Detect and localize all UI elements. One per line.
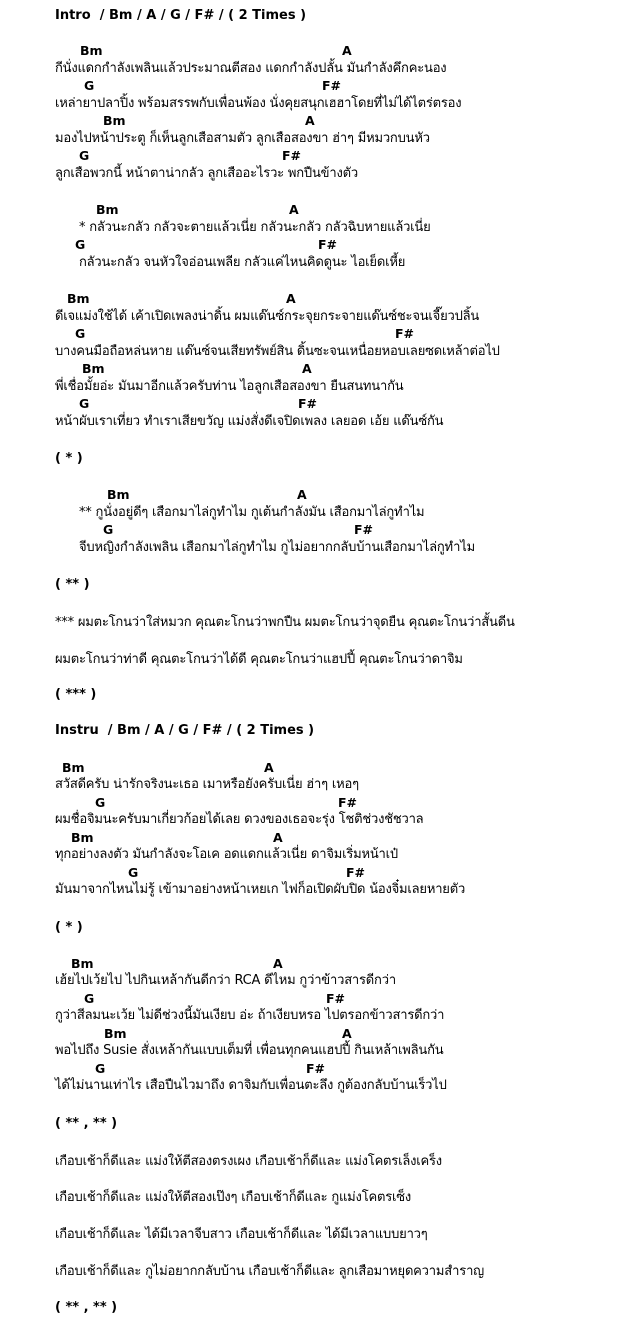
chord: F# [318,237,338,252]
chord: G [95,795,106,810]
chord: A [273,830,283,845]
lyric-line: * กลัวนะกลัว กลัวจะตายแล้วเนี่ย กลัวนะกลัว กลัวฉิบหายแล้วเนี่ย [79,220,431,235]
lyric-line: กลัวนะกลัว จนหัวใจอ่อนเพลีย กลัวแค่ไหนคิดดูนะ ไอเย็ดเหี้ย [79,255,406,270]
chord: Bm [71,830,94,845]
chord: G [128,865,139,880]
chord: G [75,326,86,341]
chord: F# [338,795,358,810]
lyric-line: เกือบเช้าก็ดีและ ได้มีเวลาจีบสาว เกือบเช้าก็ดีและ ได้มีเวลาแบบยาวๆ [55,1227,428,1242]
chord: A [286,291,296,306]
chord: Bm [107,487,130,502]
lyric-line: พอไปถึง Susie สั่งเหล้ากันแบบเต็มที่ เพื่อนทุกคนแฮปปี้ กินเหล้าเพลินกัน [55,1043,444,1058]
chord: A [297,487,307,502]
chord: F# [395,326,415,341]
lyric-line: *** ผมตะโกนว่าใส่หมวก คุณตะโกนว่าพกปืน ผมตะโกนว่าจุดยืน คุณตะโกนว่าสั้นดีน [55,615,515,630]
chord: F# [282,148,302,163]
lyric-line: มันมาจากไหนไม่รู้ เข้ามาอย่างหน้าเหยเก ไฟก็อเปิดผับปิด น้องจิ๋มเลยหายตัว [55,882,466,897]
chord: A [264,760,274,775]
chord: Bm [71,956,94,971]
chord: G [84,991,95,1006]
intro-line: Intro / Bm / A / G / F# / ( 2 Times ) [55,8,307,23]
lyric-line: ผมตะโกนว่าท่าดี คุณตะโกนว่าได้ดี คุณตะโกนว่าแฮปปี้ คุณตะโกนว่าดาจิม [55,652,463,667]
lyric-line: ผมชื่อจิมนะครับมาเกี่ยวก้อยได้เลย ดวงของเธอจะรุ่ง โชติช่วงชัชวาล [55,812,424,827]
lyric-line: พี่เชื่อมั้ยอ่ะ มันมาอีกแล้วครับท่าน ไอลูกเสือสองขา ยืนสนทนากัน [55,379,404,394]
lyric-line: เหล่ายาปลาปิ้ง พร้อมสรรพกับเพื่อนพ้อง นั่งคุยสนุกเฮฮาโดยที่ไม่ได้ไตร่ตรอง [55,96,462,111]
chord: F# [322,78,342,93]
chord: Bm [82,361,105,376]
lyric-line: ** กูนั่งอยู่ดีๆ เสือกมาไล่กูทำไม กูเต้นกำลังมัน เสือกมาไล่กูทำไม [79,505,425,520]
lyric-line: กูว่าสีลมนะเว้ย ไม่ดีช่วงนี้มันเงียบ อ่ะ ถ้าเงียบหรอ ไปตรอกข้าวสารดีกว่า [55,1008,445,1023]
lyric-line: ลูกเสือพวกนี้ หน้าตาน่ากลัว ลูกเสืออะไรวะ พกปืนข้างตัว [55,166,358,181]
chord: G [84,78,95,93]
lyric-line: กีนั่งแดกกำลังเพลินแล้วประมาณตีสอง แดกกำลังปลั้น มันกำลังคึกคะนอง [55,61,447,76]
chord: A [273,956,283,971]
chord: Bm [80,43,103,58]
chord: F# [354,522,374,537]
chord: Bm [67,291,90,306]
chord: A [305,113,315,128]
lyric-line: มองไปหน้าประตู ก็เห็นลูกเสือสามตัว ลูกเสือสองขา ฮ่าๆ มีหมวกบนหัว [55,131,430,146]
chord: G [75,237,86,252]
chorus-ref: ( * ) [55,920,83,935]
chorus-ref: ( * ) [55,451,83,466]
lyric-line: เกือบเช้าก็ดีและ แม่งให้ตีสองตรงเผง เกือบเช้าก็ดีและ แม่งโคตรเล็งเคร็ง [55,1154,442,1169]
lyric-line: เกือบเช้าก็ดีและ กูไม่อยากกลับบ้าน เกือบเช้าก็ดีและ ลูกเสือมาหยุดความสำราญ [55,1264,485,1279]
chord: G [79,396,90,411]
lyric-line: สวัสดีครับ น่ารักจริงนะเธอ เมาหรือยังครับเนี่ย ฮ่าๆ เหอๆ [55,777,359,792]
lyric-line: ทุกอย่างลงตัว มันกำลังจะโอเค อดแดกแล้วเนี่ย ดาจิมเริ่มหน้าเป๋ [55,847,398,862]
chorus-ref: ( ** , ** ) [55,1300,118,1315]
chord: Bm [62,760,85,775]
chorus-ref: ( ** , ** ) [55,1116,118,1131]
chord: F# [306,1061,326,1076]
lyric-line: เฮ้ยไปเว้ยไป ไปกินเหล้ากันดีกว่า RCA ดีไหม กูว่าข้าวสารดีกว่า [55,973,396,988]
instru-line: Instru / Bm / A / G / F# / ( 2 Times ) [55,723,315,738]
lyric-line: ดีเจแม่งใช้ได้ เค้าเปิดเพลงน่าดิ้น ผมแด๊นซ์กระจุยกระจายแด๊นซ์ชะจนเจี๊ยวปลิ้น [55,309,480,324]
chord: F# [298,396,318,411]
chord: G [79,148,90,163]
chord: Bm [104,1026,127,1041]
lyric-line: เกือบเช้าก็ดีและ แม่งให้ตีสองเป๊งๆ เกือบเช้าก็ดีและ กูแม่งโคตรเซ็ง [55,1190,412,1205]
chord: G [103,522,114,537]
chord: A [342,1026,352,1041]
chord: G [95,1061,106,1076]
chord: A [342,43,352,58]
chord: A [289,202,299,217]
chord: A [302,361,312,376]
chord: Bm [96,202,119,217]
lyric-line: หน้าผับเราเที่ยว ทำเราเสียขวัญ แม่งสั่งดีเจปิดเพลง เลยอด เอ้ย แด๊นซ์กัน [55,414,444,429]
lyric-line: ได้ไม่นานเท่าไร เสือปืนไวมาถึง ดาจิมกับเพื่อนตะลึง กูต้องกลับบ้านเร็วไป [55,1078,447,1093]
chorus-ref: ( *** ) [55,687,97,702]
lyric-line: บางคนมือถือหล่นหาย แด๊นซ์จนเสียทรัพย์สิน ดิ้นซะจนเหนื่อยหอบเลยซดเหล้าต่อไป [55,344,500,359]
chord: F# [326,991,346,1006]
chord: Bm [103,113,126,128]
chorus-ref: ( ** ) [55,577,90,592]
chord: F# [346,865,366,880]
lyric-line: จีบหญิงกำลังเพลิน เสือกมาไล่กูทำไม กูไม่อยากกลับบ้านเสือกมาไล่กูทำไม [79,540,475,555]
